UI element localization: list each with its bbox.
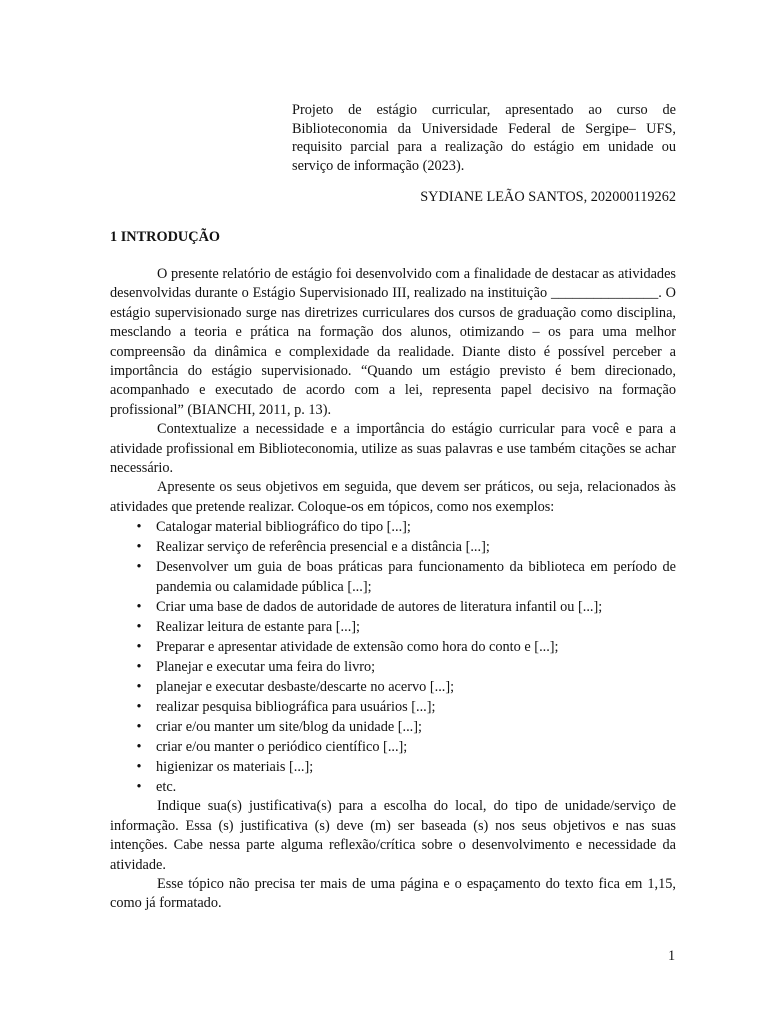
- paragraph-intro: O presente relatório de estágio foi desenvolvido com a finalidade de destacar as atividades desenvolvidas durante o Estágio Supervisionado III, realizado na instituição _______________. O estágio supervisionado surge nas diretrizes curriculares dos cursos de graduação como disciplina, mesclando a teoria e prática na formação dos alunos, otimizando – os para uma melhor compreensão da dinâmica e complexidade da realidade. Diante disto é possível perceber a importância do estágio supervisionado. “Quando um estágio previsto é bem direcionado, acompanhado e executado de acordo com a lei, representa papel decisivo na formação profissional” (BIANCHI, 2011, p. 13).: [110, 266, 676, 418]
- list-item-text: Desenvolver um guia de boas práticas para funcionamento da biblioteca em período de pandemia ou calamidade pública [...];: [156, 559, 676, 596]
- list-item-text: Criar uma base de dados de autoridade de autores de literatura infantil ou [...];: [156, 599, 603, 616]
- section-body: [110, 265, 676, 914]
- bullet-icon: •: [136, 619, 142, 636]
- list-item-text: etc.: [156, 779, 177, 796]
- list-item-text: Planejar e executar uma feira do livro;: [156, 659, 376, 676]
- list-item-text: Preparar e apresentar atividade de extensão como hora do conto e [...];: [156, 639, 559, 656]
- list-item: [136, 557, 676, 597]
- list-item: [136, 537, 676, 557]
- list-item: [136, 737, 676, 757]
- list-item-text: planejar e executar desbaste/descarte no acervo [...];: [156, 679, 455, 696]
- list-item: [136, 517, 676, 537]
- paragraph-objectives-intro: Apresente os seus objetivos em seguida, que devem ser práticos, ou seja, relacionados às atividades que pretende realizar. Coloque-os em tópicos, como nos exemplos:: [110, 479, 676, 515]
- bullet-icon: •: [136, 519, 142, 536]
- paragraph-formatting-note: Esse tópico não precisa ter mais de uma página e o espaçamento do texto fica em 1,15, como já formatado.: [110, 875, 676, 912]
- list-item-text: realizar pesquisa bibliográfica para usuários [...];: [156, 699, 436, 716]
- list-item: [136, 617, 676, 637]
- bullet-icon: •: [136, 559, 142, 576]
- bullet-icon: •: [136, 779, 142, 796]
- paragraph-context: Contextualize a necessidade e a importância do estágio curricular para você e para a atividade profissional em Biblioteconomia, utilize as suas palavras e use também citações se achar necessário.: [110, 421, 676, 477]
- section-heading: 1 INTRODUÇÃO: [110, 229, 221, 245]
- list-item: [136, 777, 676, 797]
- objectives-list: [110, 517, 676, 797]
- list-item: [136, 637, 676, 657]
- bullet-icon: •: [136, 719, 142, 736]
- list-item-text: Catalogar material bibliográfico do tipo [...];: [156, 519, 411, 536]
- bullet-icon: •: [136, 679, 142, 696]
- list-item: [136, 677, 676, 697]
- bullet-icon: •: [136, 599, 142, 616]
- bullet-icon: •: [136, 639, 142, 656]
- list-item: [136, 717, 676, 737]
- bullet-icon: •: [136, 759, 142, 776]
- bullet-icon: •: [136, 739, 142, 756]
- list-item: [136, 757, 676, 777]
- list-item-text: Realizar serviço de referência presencial e a distância [...];: [156, 539, 490, 556]
- list-item-text: higienizar os materiais [...];: [156, 759, 314, 776]
- author-line: SYDIANE LEÃO SANTOS, 202000119262: [420, 189, 676, 205]
- list-item-text: criar e/ou manter um site/blog da unidade [...];: [156, 719, 422, 736]
- bullet-icon: •: [136, 539, 142, 556]
- page-number: 1: [668, 948, 676, 964]
- list-item: [136, 697, 676, 717]
- bullet-icon: •: [136, 659, 142, 676]
- list-item: [136, 657, 676, 677]
- list-item: [136, 597, 676, 617]
- paragraph-justification: Indique sua(s) justificativa(s) para a escolha do local, do tipo de unidade/serviço de informação. Essa (s) justificativa (s) deve (m) ser baseada (s) nos seus objetivos e nas suas intenções. Cabe nessa parte alguma reflexão/crítica sobre o desenvolvimento e necessidade da atividade.: [110, 798, 676, 873]
- project-note: Projeto de estágio curricular, apresentado ao curso de Biblioteconomia da Universidade Federal de Sergipe– UFS, requisito parcial para a realização do estágio em unidade ou serviço de informação (2023).: [292, 102, 676, 174]
- bullet-icon: •: [136, 699, 142, 716]
- list-item-text: Realizar leitura de estante para [...];: [156, 619, 361, 636]
- list-item-text: criar e/ou manter o periódico científico [...];: [156, 739, 408, 756]
